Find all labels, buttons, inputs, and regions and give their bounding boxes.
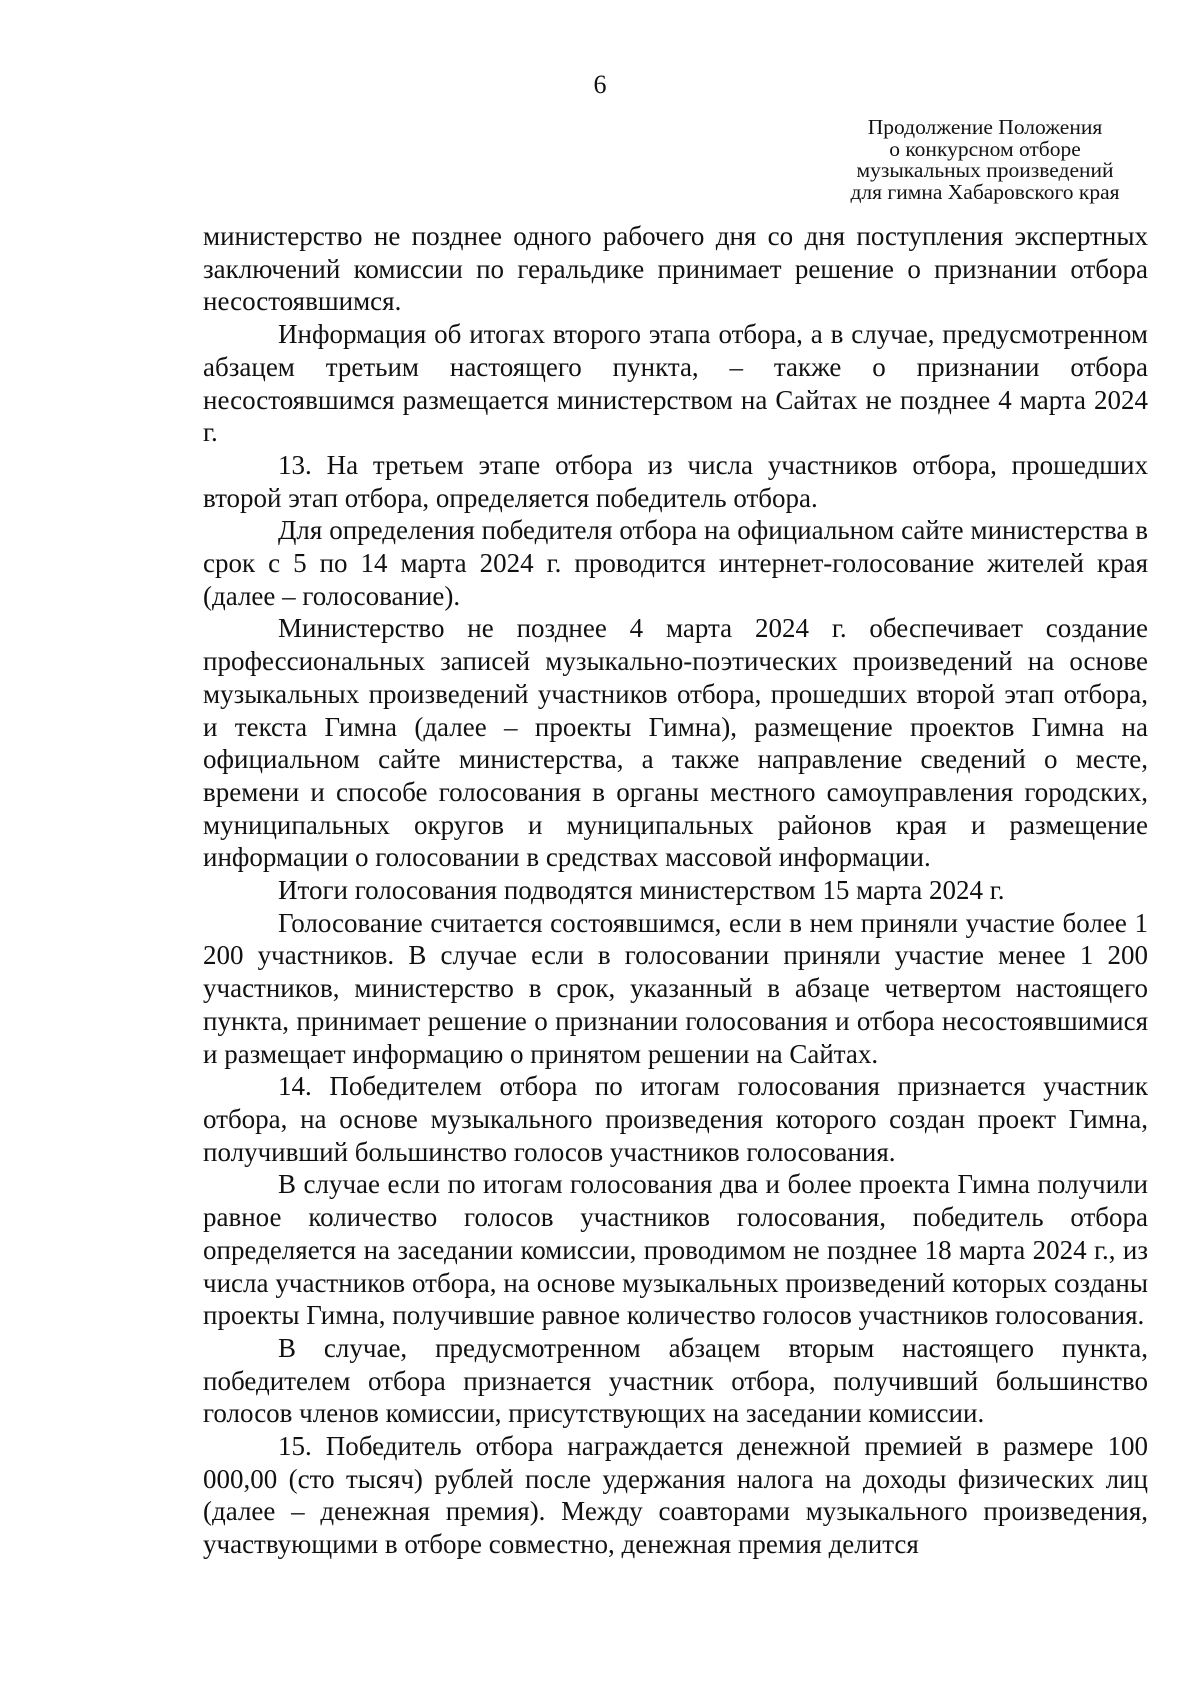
paragraph-item-14: 14. Победителем отбора по итогам голосования признается участник отбора, на основе музыкального произведения которого создан проект Гимна, получивший большинство голосов участников голосования. <box>203 1071 1148 1167</box>
paragraph: Итоги голосования подводятся министерством 15 марта 2024 г. <box>278 875 1005 906</box>
paragraph: Голосование считается состоявшимся, если в нем приняли участие более 1 200 участников. В случае если в голосовании приняли участие менее 1 200 участников, министерство в срок, указанный в абзаце четвертом настоящего пункта, принимает решение о признании голосования и отбора несостоявшимися и размещает информацию о принятом решении на Сайтах. <box>203 907 1148 1069</box>
header-line: о конкурсном отборе <box>889 136 1081 161</box>
paragraph-item-15: 15. Победитель отбора награждается денежной премией в размере 100 000,00 (сто тысяч) рублей после удержания налога на доходы физических лиц (далее – денежная премия). Между соавторами музыкального произведения, участвующими в отборе совместно, денежная премия делится <box>203 1431 1148 1560</box>
header-line: Продолжение Положения <box>867 115 1103 139</box>
header-line: для гимна Хабаровского края <box>850 179 1120 204</box>
paragraph: Для определения победителя отбора на официальном сайте министерства в срок с 5 по 14 марта 2024 г. проводится интернет-голосование жителей края (далее – голосование). <box>203 515 1148 611</box>
paragraph: В случае, предусмотренном абзацем вторым настоящего пункта, победителем отбора признается участник отбора, получивший большинство голосов членов комиссии, присутствующих на заседании комиссии. <box>203 1332 1148 1429</box>
document-header <box>820 117 1150 203</box>
header-line: музыкальных произведений <box>856 158 1114 182</box>
paragraph: Министерство не позднее 4 марта 2024 г. обеспечивает создание профессиональных записей музыкально-поэтических произведений на основе музыкальных произведений участников отбора, прошедших второй этап отбора, и текста Гимна (далее – проекты Гимна), размещение проектов Гимна на официальном сайте министерства, а также направление сведений о месте, времени и способе голосования в органы местного самоуправления городских, муниципальных округов и муниципальных районов края и размещение информации о голосовании в средствах массовой информации. <box>203 613 1148 873</box>
page-number: 6 <box>593 70 607 99</box>
paragraph-item-13: 13. На третьем этапе отбора из числа участников отбора, прошедших второй этап отбора, определяется победитель отбора. <box>203 449 1148 513</box>
document-body <box>203 220 1148 1561</box>
paragraph: В случае если по итогам голосования два и более проекта Гимна получили равное количество голосов участников голосования, победитель отбора определяется на заседании комиссии, проводимом не позднее 18 марта 2024 г., из числа участников отбора, на основе музыкальных произведений которых созданы проекты Гимна, получившие равное количество голосов участников голосования. <box>203 1169 1148 1331</box>
paragraph-continuation: министерство не позднее одного рабочего дня со дня поступления экспертных заключений комиссии по геральдике принимает решение о признании отбора несостоявшимся. <box>203 221 1148 317</box>
paragraph: Информация об итогах второго этапа отбора, а в случае, предусмотренном абзацем третьим настоящего пункта, – также о признании отбора несостоявшимся размещается министерством на Сайтах не позднее 4 марта 2024 г. <box>203 319 1148 448</box>
